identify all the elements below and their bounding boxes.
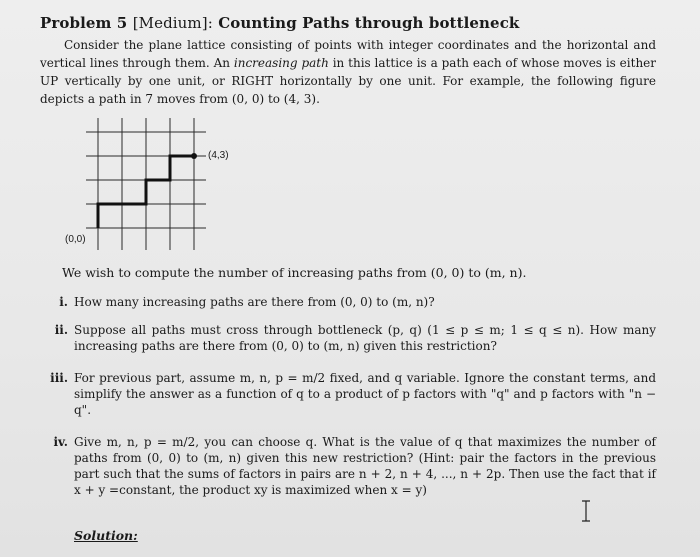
problem-title	[40, 14, 519, 32]
intro-emphasis: increasing path	[233, 56, 329, 70]
end-point-label: (4,3)	[208, 150, 229, 161]
problem-number: Problem 5	[40, 14, 128, 32]
lattice-figure	[58, 112, 258, 262]
question-text: Give m, n, p = m/2, you can choose q. What is the value of q that maximizes the number of paths from (0, 0) to (m, n) given this new restriction? (Hint: pair the factors in the previous part such that the sums of factors in pairs are n + 2, n + 4, ..., n + 2p. Then use the fact that if x + y =constant, the product xy is maximized when x = y)	[74, 435, 656, 497]
intro-paragraph	[40, 36, 656, 108]
end-point-marker	[191, 153, 197, 159]
question-number: ii.	[54, 323, 68, 337]
goal-statement: We wish to compute the number of increasing paths from (0, 0) to (m, n).	[62, 265, 527, 280]
intro-text-1: Consider the plane lattice consisting of points with integer coordinates and the horizontal and vertical lines through them. An	[40, 38, 656, 70]
question-number: iv.	[53, 435, 68, 449]
intro-text-2: in this lattice is a path each of whose moves is either UP vertically by one unit, or RIGHT horizontally by one unit. For example, the following figure depicts a path in 7 moves from (0, 0) to (4, 3).	[40, 56, 657, 106]
question-number: iii.	[50, 371, 68, 385]
difficulty-tag: [Medium]:	[132, 14, 213, 32]
question-text: How many increasing paths are there from (0, 0) to (m, n)?	[74, 295, 435, 309]
problem-heading: Counting Paths through bottleneck	[218, 14, 520, 32]
lattice-path-diagram	[58, 112, 258, 262]
question-number: i.	[59, 295, 68, 309]
question-text: For previous part, assume m, n, p = m/2 fixed, and q variable. Ignore the constant terms, and simplify the answer as a function of q to a product of p factors with "q" and p factors with "n − q".	[74, 371, 656, 417]
solution-heading: Solution:	[74, 528, 138, 543]
origin-label: (0,0)	[65, 234, 86, 245]
text-cursor-icon	[581, 500, 591, 522]
question-text: Suppose all paths must cross through bottleneck (p, q) (1 ≤ p ≤ m; 1 ≤ q ≤ n). How many increasing paths are there from (0, 0) to (m, n) given this restriction?	[74, 323, 656, 353]
